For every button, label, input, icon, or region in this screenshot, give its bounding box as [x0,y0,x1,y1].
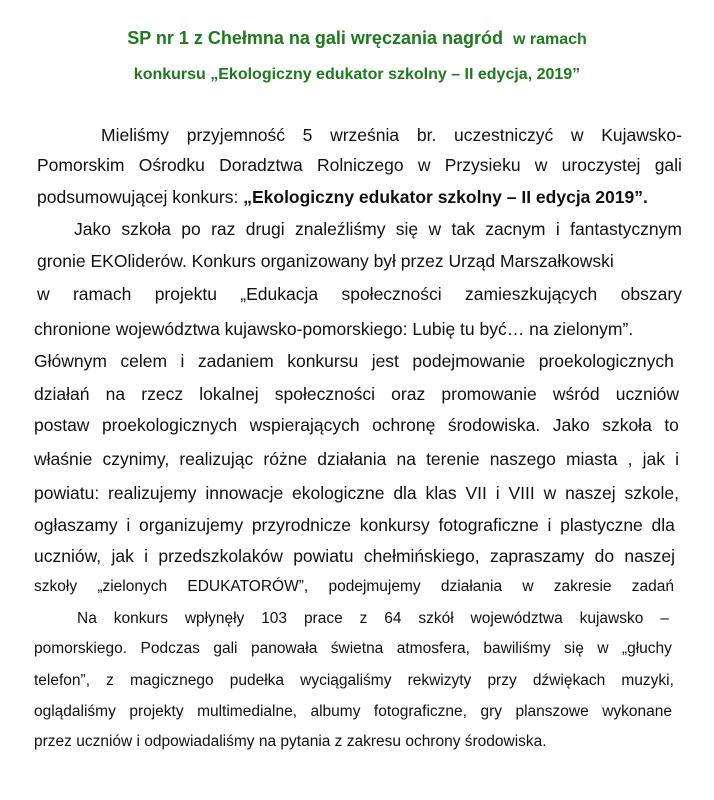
body-line-3 [37,186,682,208]
word: proekologicznych [101,415,238,435]
body-line-17 [34,638,672,660]
word: ochronę [372,415,436,435]
word: pomorskiego. [34,640,128,657]
word: EDUKATORÓW”, [187,578,309,595]
word: znaleźliśmy [295,219,386,239]
word: lokalnej [199,384,259,404]
word: uczestniczyć [454,125,554,145]
word: z [106,672,114,689]
word: plastyczne [560,515,643,535]
word: 64 [384,610,402,627]
word: pudełka [229,672,285,689]
word: świetna [330,640,384,657]
word: różne [263,449,308,469]
word: zadań [631,578,674,595]
word: na [105,384,126,404]
word: gali [654,155,682,175]
word: telefon”, [34,672,91,689]
word: z [359,610,368,627]
body-line-13 [34,514,675,536]
body-line-14 [34,545,675,567]
word: województwa [470,610,563,627]
body-line-5: gronie EKOliderów. Konkurs organizowany był przez Urząd Marszałkowski [37,251,614,271]
word: przy [487,672,517,689]
word: wpłynęły [184,610,245,627]
word: Głównym [34,351,107,371]
word: przyjemność [186,125,285,145]
word: zadaniem [197,351,274,371]
word: wyciągaliśmy [300,672,392,689]
contest-name-bold: „Ekologiczny edukator szkolny – II edycja 2019”. [243,187,648,207]
word: br. [416,125,437,145]
word: czynimy, [102,449,170,469]
word: i [144,546,149,566]
word: realizujemy [108,483,197,503]
word: prace [303,610,343,627]
word: szkoła [121,219,171,239]
word: powiatu: [34,483,100,503]
word: raz [211,219,236,239]
word: Jako [552,415,590,435]
word: środowiska. [447,415,541,435]
word: VII [465,483,487,503]
word: Pomorskim [37,155,125,175]
word: 5 [302,125,313,145]
word: chełmińskiego, [363,546,480,566]
word: Mieliśmy [101,125,170,145]
word: właśnie [34,449,93,469]
word: planszowe [515,703,589,720]
word: magicznego [130,672,214,689]
word: na [396,449,416,469]
body-line-15 [34,576,674,598]
word: bawiliśmy [483,640,551,657]
word: Na [77,610,97,627]
word: zacnym [485,219,546,239]
body-line-19 [34,701,672,723]
word: jak [111,546,134,566]
word: oglądaliśmy [34,703,116,720]
body-line-3-text: podsumowującej konkurs: [37,187,244,207]
word: przyrodnicze [251,515,352,535]
word: szkole, [624,483,679,503]
word: panowała [250,640,318,657]
word: społeczności [274,384,375,404]
word: uczniów, [34,546,102,566]
word: wspierających [249,415,360,435]
word: Doradztwa [219,155,303,175]
word: działań [34,384,90,404]
word: to [664,415,679,435]
word: do [594,546,615,566]
word: terenie [426,449,480,469]
word: powiatu [293,546,354,566]
word: fantastycznym [570,219,682,239]
word: projektu [154,284,217,304]
word: uczniów [615,384,679,404]
word: września [330,125,400,145]
word: społeczności [341,284,442,304]
word: atmosfera, [396,640,470,657]
word: ramach [72,284,132,304]
word: w [534,155,548,175]
word: konkursy [359,515,430,535]
word: się [564,640,584,657]
word: oraz [391,384,426,404]
word: Jako [74,219,111,239]
word: konkurs [113,610,168,627]
word: w [543,483,557,503]
title-line-1 [0,28,714,49]
word: VIII [508,483,535,503]
word: działania [317,449,387,469]
word: zakresie [553,578,612,595]
word: Kujawsko- [601,125,682,145]
word: jest [371,351,399,371]
word: naszej [565,483,616,503]
word: i [547,515,552,535]
word: fotograficzne, [373,703,467,720]
word: i [180,351,185,371]
word: „Edukacja [240,284,319,304]
word: wśród [552,384,600,404]
word: Rolniczego [317,155,404,175]
word: naszego [489,449,556,469]
word: – [660,610,669,627]
body-line-20: przez uczniów i odpowiadaliśmy na pytania z zakresu ochrony środowiska. [34,733,547,750]
word: i [126,515,131,535]
word: albumy [310,703,361,720]
word: dla [651,515,675,535]
word: w [37,284,50,304]
word: szkoły [34,578,78,595]
word: projekty [129,703,184,720]
body-line-6 [37,283,682,305]
word: jak [642,449,665,469]
word: w [522,578,534,595]
word: wykonane [602,703,672,720]
word: konkursu [287,351,359,371]
word: w [570,125,584,145]
word: rekwizyty [407,672,472,689]
word: proekologicznych [538,351,674,371]
body-line-7: chronione województwa kujawsko-pomorskiego: Lubię tu być… na zielonym”. [34,319,634,339]
body-line-8 [34,350,674,372]
body-line-18 [34,670,674,692]
word: Przysieku [444,155,521,175]
word: ogłaszamy [34,515,118,535]
word: obszary [620,284,682,304]
word: rzecz [141,384,184,404]
word: , [627,449,633,469]
word: podejmowanie [412,351,526,371]
body-line-4 [74,218,682,240]
word: dla [393,483,417,503]
word: Podczas [140,640,200,657]
word: multimedialne, [197,703,298,720]
word: fotograficzne [438,515,539,535]
word: 103 [261,610,288,627]
word: muzyki, [621,672,674,689]
word: zamieszkujących [465,284,598,304]
word: i [555,219,560,239]
body-line-16 [77,608,669,630]
word: przedszkolaków [158,546,283,566]
word: w [597,640,609,657]
word: ekologiczne [292,483,385,503]
word: i [495,483,500,503]
title-line-2: konkursu „Ekologiczny edukator szkolny – II edycja, 2019” [133,66,581,83]
word: Ośrodku [138,155,205,175]
title-tail: w ramach [512,31,587,48]
word: organizujemy [139,515,244,535]
word: miasta [565,449,618,469]
word: promowanie [441,384,537,404]
word: uroczystej [561,155,641,175]
word: w [417,155,431,175]
word: realizując [179,449,254,469]
word: dźwiękach [532,672,606,689]
word: „zielonych [97,578,168,595]
word: po [181,219,201,239]
word: drugi [245,219,285,239]
body-line-2 [37,154,682,176]
word: szkoła [602,415,652,435]
word: innowacje [205,483,284,503]
word: postaw [34,415,90,435]
word: zapraszamy [489,546,585,566]
body-line-12 [34,482,679,504]
title-main: SP nr 1 z Chełmna na gali wręczania nagród [127,28,503,48]
word: działania [440,578,503,595]
body-line-10 [34,414,679,436]
word: podejmujemy [328,578,421,595]
word: się [395,219,419,239]
body-line-11 [34,448,679,470]
word: naszej [624,546,675,566]
body-line-1 [101,124,682,146]
word: gali [213,640,238,657]
word: szkół [418,610,454,627]
word: „głuchy [621,640,672,657]
word: gry [480,703,502,720]
body-line-9 [34,383,679,405]
word: tak [451,219,475,239]
word: kujawsko [579,610,644,627]
word: celem [120,351,168,371]
word: w [428,219,442,239]
word: i [675,449,679,469]
word: klas [425,483,457,503]
